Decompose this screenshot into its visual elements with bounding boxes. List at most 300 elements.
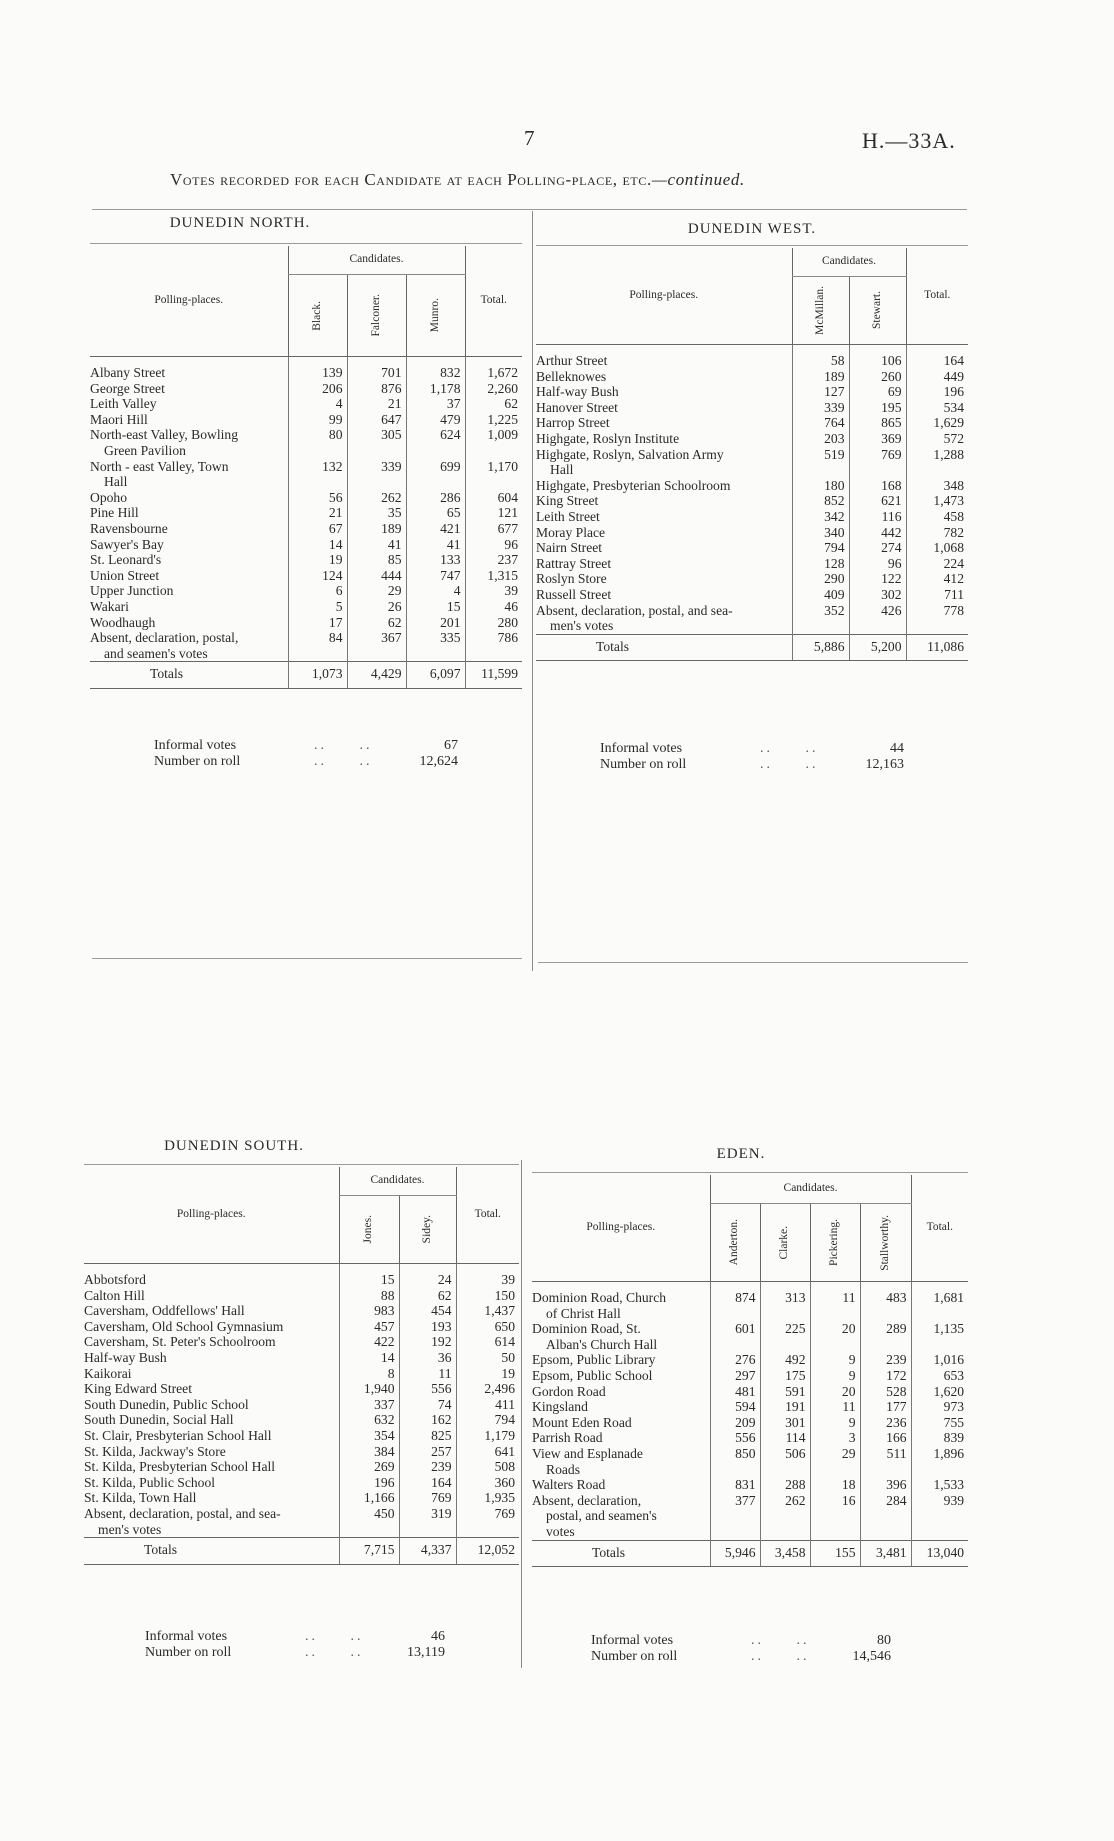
polling-places-header: Polling-places. xyxy=(536,248,792,345)
candidate-votes-cell: 274 xyxy=(849,540,906,556)
candidate-votes-cell: 865 xyxy=(849,415,906,431)
candidate-votes-cell: 15 xyxy=(339,1264,399,1288)
row-total-cell: 711 xyxy=(906,587,968,603)
row-total-cell: 50 xyxy=(456,1350,519,1366)
polling-place-label: Epsom, Public School xyxy=(532,1367,653,1383)
candidate-votes-cell: 116 xyxy=(849,509,906,525)
candidate-votes-cell: 24 xyxy=(399,1264,456,1288)
row-total-cell: 614 xyxy=(456,1334,519,1350)
candidate-votes-cell: 297 xyxy=(710,1368,760,1384)
totals-row xyxy=(536,634,968,661)
polling-place-name xyxy=(84,1490,339,1506)
candidate-votes-cell: 624 xyxy=(406,427,465,458)
polling-place-name xyxy=(84,1288,339,1304)
table-row xyxy=(84,1412,519,1428)
candidate-votes-cell: 481 xyxy=(710,1384,760,1400)
polling-place-name xyxy=(84,1459,339,1475)
candidate-votes-cell: 289 xyxy=(860,1321,911,1352)
candidate-votes-cell: 260 xyxy=(849,369,906,385)
polling-place-label: Highgate, Roslyn, Salvation Army xyxy=(536,446,724,462)
candidate-votes-cell: 166 xyxy=(860,1430,911,1446)
polling-place-label: Gordon Road xyxy=(532,1383,606,1399)
polling-place-name xyxy=(90,521,288,537)
polling-place-label: Walters Road xyxy=(532,1477,606,1493)
row-total-cell: 360 xyxy=(456,1475,519,1491)
polling-place-label-continued: of Christ Hall xyxy=(546,1305,621,1321)
row-total-cell: 164 xyxy=(906,345,968,369)
candidate-votes-cell: 99 xyxy=(288,412,347,428)
candidate-votes-cell: 794 xyxy=(792,540,849,556)
candidate-votes-cell: 164 xyxy=(399,1475,456,1491)
polling-place-name xyxy=(90,583,288,599)
polling-place-label-continued: Green Pavilion xyxy=(104,442,186,458)
candidate-votes-cell: 239 xyxy=(860,1352,911,1368)
candidate-votes-cell: 168 xyxy=(849,478,906,494)
row-total-cell: 641 xyxy=(456,1444,519,1460)
candidate-votes-cell: 41 xyxy=(347,537,406,553)
candidate-votes-cell: 269 xyxy=(339,1459,399,1475)
polling-place-name xyxy=(532,1415,710,1431)
candidate-votes-cell: 319 xyxy=(399,1506,456,1538)
table-row xyxy=(84,1490,519,1506)
table-row xyxy=(90,505,522,521)
title-rule xyxy=(536,245,968,246)
candidate-votes-cell: 647 xyxy=(347,412,406,428)
candidate-votes-cell: 457 xyxy=(339,1319,399,1335)
table-row xyxy=(536,540,968,556)
candidate-header: Jones. xyxy=(339,1196,399,1264)
polling-place-name xyxy=(84,1366,339,1382)
polling-place-label: Epsom, Public Library xyxy=(532,1352,656,1368)
row-total-cell: 1,009 xyxy=(465,427,522,458)
polling-place-label: St. Kilda, Town Hall xyxy=(84,1490,197,1506)
table-row xyxy=(536,400,968,416)
row-total-cell: 237 xyxy=(465,552,522,568)
number-on-roll-label: Number on roll xyxy=(600,757,687,772)
row-total-cell: 121 xyxy=(465,505,522,521)
row-total-cell: 1,315 xyxy=(465,568,522,584)
candidate-votes-cell: 26 xyxy=(347,599,406,615)
row-total-cell: 1,672 xyxy=(465,357,522,381)
table-row xyxy=(532,1368,968,1384)
informal-votes-label: Informal votes xyxy=(600,741,683,756)
candidate-votes-cell: 14 xyxy=(288,537,347,553)
footer-eden xyxy=(591,1633,911,1665)
polling-place-name xyxy=(536,369,792,385)
number-on-roll-row: Number on roll .. .. 14,546 xyxy=(591,1649,891,1664)
candidate-votes-cell: 276 xyxy=(710,1352,760,1368)
candidate-votes-cell: 444 xyxy=(347,568,406,584)
table-row xyxy=(536,603,968,635)
table-row xyxy=(536,369,968,385)
polling-place-label: Wakari xyxy=(90,598,129,614)
polling-place-name xyxy=(532,1446,710,1477)
row-total-cell: 1,016 xyxy=(911,1352,968,1368)
polling-place-name xyxy=(532,1430,710,1446)
candidate-total-cell: 5,886 xyxy=(792,634,849,661)
polling-place-name xyxy=(90,568,288,584)
table-row xyxy=(84,1264,519,1288)
candidate-votes-cell: 239 xyxy=(399,1459,456,1475)
row-total-cell: 411 xyxy=(456,1397,519,1413)
heading-suffix: —continued. xyxy=(651,170,745,189)
row-total-cell: 1,629 xyxy=(906,415,968,431)
row-total-cell: 150 xyxy=(456,1288,519,1304)
candidate-header: Pickering. xyxy=(810,1204,860,1282)
polling-place-label-continued: and seamen's votes xyxy=(104,645,208,661)
polling-place-name xyxy=(532,1477,710,1493)
district-title: DUNEDIN WEST. xyxy=(687,221,817,237)
number-on-roll-label: Number on roll xyxy=(591,1649,678,1664)
row-total-cell: 458 xyxy=(906,509,968,525)
number-on-roll-value: 13,119 xyxy=(407,1645,445,1660)
total-header: Total. xyxy=(456,1167,519,1264)
polling-place-name xyxy=(532,1352,710,1368)
candidate-votes-cell: 139 xyxy=(288,357,347,381)
row-total-cell: 348 xyxy=(906,478,968,494)
candidate-total-cell: 4,429 xyxy=(347,662,406,689)
candidate-votes-cell: 16 xyxy=(810,1493,860,1540)
polling-places-header: Polling-places. xyxy=(532,1175,710,1282)
table-row xyxy=(90,568,522,584)
table-row xyxy=(90,396,522,412)
footer-dunedin-south xyxy=(145,1629,465,1661)
row-total-cell: 1,288 xyxy=(906,447,968,478)
candidate-votes-cell: 9 xyxy=(810,1415,860,1431)
polling-place-label: St. Kilda, Public School xyxy=(84,1474,216,1490)
candidate-votes-cell: 601 xyxy=(710,1321,760,1352)
polling-place-label: Half-way Bush xyxy=(536,384,619,400)
table-row xyxy=(90,537,522,553)
candidate-votes-cell: 442 xyxy=(849,525,906,541)
row-total-cell: 572 xyxy=(906,431,968,447)
polling-place-label-continued: Hall xyxy=(550,462,574,478)
informal-votes-value: 67 xyxy=(444,738,458,753)
polling-place-label: Roslyn Store xyxy=(536,571,607,587)
candidate-votes-cell: 284 xyxy=(860,1493,911,1540)
candidate-total-cell: 3,481 xyxy=(860,1540,911,1567)
polling-place-name xyxy=(536,540,792,556)
table-row xyxy=(84,1334,519,1350)
candidate-votes-cell: 519 xyxy=(792,447,849,478)
candidate-votes-cell: 209 xyxy=(710,1415,760,1431)
candidate-total-cell: 4,337 xyxy=(399,1538,456,1565)
candidate-votes-cell: 426 xyxy=(849,603,906,635)
candidate-votes-cell: 257 xyxy=(399,1444,456,1460)
column-divider-bottom xyxy=(521,1160,522,1668)
candidate-header: Black. xyxy=(288,275,347,357)
number-on-roll-row: Number on roll .. .. 12,624 xyxy=(154,754,458,769)
polling-place-name xyxy=(84,1412,339,1428)
polling-place-label: Harrop Street xyxy=(536,415,610,431)
polling-places-header: Polling-places. xyxy=(90,246,288,357)
polling-place-name xyxy=(532,1282,710,1322)
row-total-cell: 755 xyxy=(911,1415,968,1431)
polling-place-label: St. Clair, Presbyterian School Hall xyxy=(84,1427,272,1443)
table-row xyxy=(532,1282,968,1322)
polling-place-label: Hanover Street xyxy=(536,399,618,415)
candidate-header: Munro. xyxy=(406,275,465,357)
candidate-votes-cell: 384 xyxy=(339,1444,399,1460)
polling-place-label: Nairn Street xyxy=(536,540,603,556)
candidate-votes-cell: 8 xyxy=(339,1366,399,1382)
totals-label: Totals xyxy=(84,1538,339,1565)
votes-table xyxy=(536,248,968,661)
candidate-votes-cell: 302 xyxy=(849,587,906,603)
polling-place-label: Albany Street xyxy=(90,365,166,380)
row-total-cell: 412 xyxy=(906,571,968,587)
candidate-votes-cell: 4 xyxy=(288,396,347,412)
row-total-cell: 449 xyxy=(906,369,968,385)
candidate-votes-cell: 96 xyxy=(849,556,906,572)
polling-place-label: Absent, declaration, postal, xyxy=(90,630,239,646)
table-row xyxy=(84,1397,519,1413)
polling-place-label: Kaikorai xyxy=(84,1365,132,1381)
candidate-votes-cell: 422 xyxy=(339,1334,399,1350)
candidate-votes-cell: 764 xyxy=(792,415,849,431)
number-on-roll-label: Number on roll xyxy=(145,1645,232,1660)
candidate-votes-cell: 701 xyxy=(347,357,406,381)
polling-place-label: Moray Place xyxy=(536,524,606,540)
polling-place-name xyxy=(90,427,288,458)
candidate-votes-cell: 225 xyxy=(760,1321,810,1352)
candidate-votes-cell: 594 xyxy=(710,1399,760,1415)
totals-row xyxy=(90,662,522,689)
candidate-votes-cell: 74 xyxy=(399,1397,456,1413)
table-row xyxy=(90,630,522,662)
polling-place-name xyxy=(90,357,288,381)
polling-place-label: Mount Eden Road xyxy=(532,1414,632,1430)
table-row xyxy=(90,552,522,568)
candidate-votes-cell: 132 xyxy=(288,459,347,490)
polling-place-name xyxy=(532,1321,710,1352)
polling-place-name xyxy=(536,431,792,447)
polling-place-name xyxy=(84,1334,339,1350)
table-row xyxy=(84,1506,519,1538)
candidate-votes-cell: 483 xyxy=(860,1282,911,1322)
candidate-votes-cell: 556 xyxy=(399,1381,456,1397)
row-total-cell: 839 xyxy=(911,1430,968,1446)
polling-place-name xyxy=(84,1506,339,1538)
candidate-votes-cell: 6 xyxy=(288,583,347,599)
candidate-votes-cell: 409 xyxy=(792,587,849,603)
polling-place-label: North - east Valley, Town xyxy=(90,458,229,474)
candidate-votes-cell: 14 xyxy=(339,1350,399,1366)
row-total-cell: 534 xyxy=(906,400,968,416)
polling-place-label: Kingsland xyxy=(532,1399,588,1415)
candidate-votes-cell: 367 xyxy=(347,630,406,662)
row-total-cell: 973 xyxy=(911,1399,968,1415)
row-total-cell: 782 xyxy=(906,525,968,541)
row-total-cell: 794 xyxy=(456,1412,519,1428)
totals-label: Totals xyxy=(90,662,288,689)
candidate-votes-cell: 301 xyxy=(760,1415,810,1431)
polling-place-name xyxy=(90,412,288,428)
polling-place-name xyxy=(536,478,792,494)
candidate-votes-cell: 175 xyxy=(760,1368,810,1384)
votes-table xyxy=(90,246,522,689)
votes-table xyxy=(532,1175,968,1567)
polling-place-label: Highgate, Presbyterian Schoolroom xyxy=(536,477,731,493)
candidate-votes-cell: 339 xyxy=(792,400,849,416)
candidate-votes-cell: 127 xyxy=(792,384,849,400)
table-row xyxy=(90,381,522,397)
row-total-cell: 1,179 xyxy=(456,1428,519,1444)
table-row xyxy=(536,384,968,400)
number-on-roll-row: Number on roll .. .. 12,163 xyxy=(600,757,904,772)
candidate-votes-cell: 203 xyxy=(792,431,849,447)
polling-place-label: Pine Hill xyxy=(90,505,139,521)
candidates-header: Candidates. xyxy=(288,246,465,275)
polling-place-name xyxy=(84,1303,339,1319)
row-total-cell: 1,170 xyxy=(465,459,522,490)
candidate-votes-cell: 1,940 xyxy=(339,1381,399,1397)
candidate-votes-cell: 106 xyxy=(849,345,906,369)
table-row xyxy=(84,1475,519,1491)
table-row xyxy=(84,1459,519,1475)
polling-place-label: Caversham, St. Peter's Schoolroom xyxy=(84,1334,276,1350)
polling-place-label: Sawyer's Bay xyxy=(90,536,164,552)
candidate-votes-cell: 305 xyxy=(347,427,406,458)
table-row xyxy=(536,345,968,369)
polling-place-label: Leith Street xyxy=(536,508,600,524)
candidate-votes-cell: 313 xyxy=(760,1282,810,1322)
informal-votes-value: 46 xyxy=(431,1629,445,1644)
polling-place-name xyxy=(536,400,792,416)
polling-place-label: Caversham, Oddfellows' Hall xyxy=(84,1303,245,1319)
candidate-votes-cell: 591 xyxy=(760,1384,810,1400)
polling-place-name xyxy=(532,1493,710,1540)
middle-rule-right xyxy=(538,962,968,963)
polling-place-name xyxy=(90,396,288,412)
document-reference: H.—33A. xyxy=(862,128,956,153)
number-on-roll-value: 12,163 xyxy=(865,757,904,772)
informal-votes-value: 80 xyxy=(877,1633,891,1648)
grand-total-cell: 12,052 xyxy=(456,1538,519,1565)
totals-row xyxy=(84,1538,519,1565)
table-row xyxy=(90,459,522,490)
informal-votes-value: 44 xyxy=(890,741,904,756)
candidate-votes-cell: 450 xyxy=(339,1506,399,1538)
polling-place-label: Dominion Road, St. xyxy=(532,1321,641,1337)
informal-votes-row: Informal votes .. .. 67 xyxy=(154,738,458,753)
candidate-votes-cell: 528 xyxy=(860,1384,911,1400)
table-row xyxy=(84,1366,519,1382)
candidate-votes-cell: 80 xyxy=(288,427,347,458)
informal-votes-label: Informal votes xyxy=(591,1633,674,1648)
candidate-votes-cell: 189 xyxy=(792,369,849,385)
number-on-roll-value: 12,624 xyxy=(419,754,458,769)
candidate-votes-cell: 36 xyxy=(399,1350,456,1366)
table-row xyxy=(90,583,522,599)
informal-votes-label: Informal votes xyxy=(154,738,237,753)
table-row xyxy=(532,1384,968,1400)
polling-place-name xyxy=(84,1319,339,1335)
table-row xyxy=(536,493,968,509)
candidate-votes-cell: 18 xyxy=(810,1477,860,1493)
polling-place-name xyxy=(536,525,792,541)
polling-place-label: Absent, declaration, postal, and sea- xyxy=(84,1505,281,1521)
candidate-votes-cell: 769 xyxy=(849,447,906,478)
page-heading xyxy=(170,170,745,190)
polling-place-label: South Dunedin, Public School xyxy=(84,1396,249,1412)
total-header: Total. xyxy=(465,246,522,357)
table-row xyxy=(90,357,522,381)
table-row xyxy=(532,1493,968,1540)
candidate-votes-cell: 4 xyxy=(406,583,465,599)
polling-place-label: Abbotsford xyxy=(84,1272,146,1287)
polling-place-name xyxy=(532,1384,710,1400)
polling-place-name xyxy=(90,505,288,521)
polling-place-label-continued: Hall xyxy=(104,474,128,490)
row-total-cell: 1,068 xyxy=(906,540,968,556)
polling-place-name xyxy=(84,1397,339,1413)
total-header: Total. xyxy=(911,1175,968,1282)
polling-place-label: Union Street xyxy=(90,567,160,583)
row-total-cell: 786 xyxy=(465,630,522,662)
polling-place-name xyxy=(536,493,792,509)
candidate-header: Stewart. xyxy=(849,277,906,345)
candidate-votes-cell: 85 xyxy=(347,552,406,568)
polling-place-name xyxy=(90,537,288,553)
number-on-roll-label: Number on roll xyxy=(154,754,241,769)
candidate-votes-cell: 196 xyxy=(339,1475,399,1491)
table-row xyxy=(84,1444,519,1460)
number-on-roll-row: Number on roll .. .. 13,119 xyxy=(145,1645,445,1660)
total-header: Total. xyxy=(906,248,968,345)
candidate-votes-cell: 88 xyxy=(339,1288,399,1304)
candidate-votes-cell: 35 xyxy=(347,505,406,521)
candidate-votes-cell: 369 xyxy=(849,431,906,447)
candidate-total-cell: 3,458 xyxy=(760,1540,810,1567)
candidate-header: Clarke. xyxy=(760,1204,810,1282)
candidate-votes-cell: 20 xyxy=(810,1321,860,1352)
candidate-votes-cell: 236 xyxy=(860,1415,911,1431)
polling-place-label: St. Kilda, Jackway's Store xyxy=(84,1443,226,1459)
table-row xyxy=(536,431,968,447)
candidate-header: Anderton. xyxy=(710,1204,760,1282)
row-total-cell: 1,437 xyxy=(456,1303,519,1319)
page-number: 7 xyxy=(524,126,535,150)
title-rule xyxy=(90,243,522,244)
informal-votes-row: Informal votes .. .. 80 xyxy=(591,1633,891,1648)
table-row xyxy=(84,1303,519,1319)
polling-place-name xyxy=(90,490,288,506)
candidate-votes-cell: 288 xyxy=(760,1477,810,1493)
candidate-votes-cell: 340 xyxy=(792,525,849,541)
polling-place-label: Leith Valley xyxy=(90,396,157,412)
candidate-votes-cell: 20 xyxy=(810,1384,860,1400)
polling-place-label-continued: men's votes xyxy=(98,1521,162,1537)
row-total-cell: 1,935 xyxy=(456,1490,519,1506)
row-total-cell: 778 xyxy=(906,603,968,635)
polling-place-label: South Dunedin, Social Hall xyxy=(84,1412,234,1428)
candidate-votes-cell: 831 xyxy=(710,1477,760,1493)
polling-place-name xyxy=(536,603,792,635)
candidate-votes-cell: 352 xyxy=(792,603,849,635)
polling-place-label-continued: Alban's Church Hall xyxy=(546,1336,658,1352)
polling-place-label: Half-way Bush xyxy=(84,1349,167,1365)
candidate-votes-cell: 769 xyxy=(399,1490,456,1506)
polling-place-name xyxy=(536,571,792,587)
polling-place-name xyxy=(536,415,792,431)
table-row xyxy=(532,1352,968,1368)
candidate-votes-cell: 177 xyxy=(860,1399,911,1415)
candidate-votes-cell: 41 xyxy=(406,537,465,553)
polling-place-name xyxy=(84,1381,339,1397)
row-total-cell: 769 xyxy=(456,1506,519,1538)
district-title: DUNEDIN NORTH. xyxy=(169,215,311,231)
